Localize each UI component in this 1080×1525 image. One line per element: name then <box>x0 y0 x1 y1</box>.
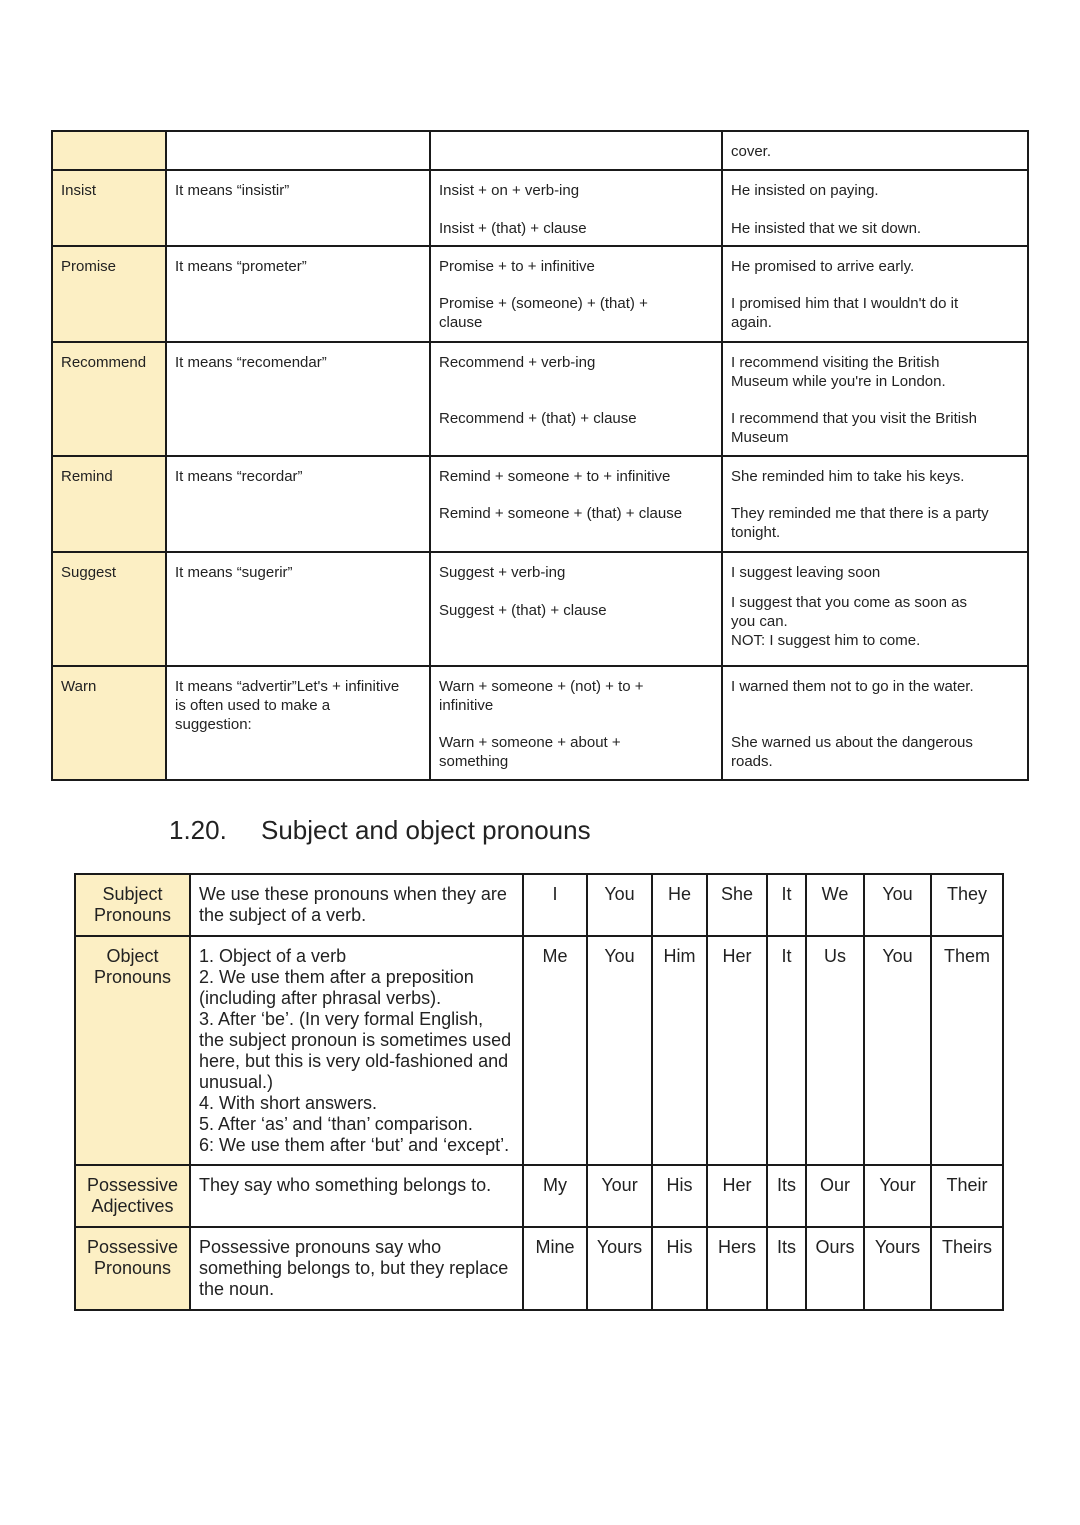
example-text: I recommend that you visit the British <box>731 410 977 427</box>
example-text: cover. <box>731 143 772 160</box>
pronoun-cell: Them <box>931 936 1003 1165</box>
structure-text: Promise + (someone) + (that) + <box>439 295 648 312</box>
row-label <box>75 1165 190 1227</box>
description-line: 2. We use them after a preposition <box>199 967 474 987</box>
description-line: (including after phrasal verbs). <box>199 988 442 1008</box>
meaning-text: It means “advertir”Let's + infinitive <box>175 678 400 695</box>
description-line: here, but this is very old-fashioned and <box>199 1051 509 1071</box>
example-cell <box>722 342 1028 456</box>
description-line: 3. After ‘be’. (In very formal English, <box>199 1009 484 1029</box>
description-line: the subject pronoun is sometimes used <box>199 1030 512 1050</box>
section-number: 1.20. <box>169 815 227 845</box>
structure-cell <box>430 170 722 246</box>
example-text: tonight. <box>731 524 781 541</box>
structure-text: Insist + (that) + clause <box>439 220 587 237</box>
description-line: the subject of a verb. <box>199 905 367 925</box>
row-label-line: Pronouns <box>93 1258 172 1278</box>
pronoun-cell: Her <box>707 936 767 1165</box>
verb-cell <box>52 666 166 780</box>
meaning-text: It means “prometer” <box>175 258 307 275</box>
verb-cell <box>52 131 166 170</box>
example-cell <box>722 170 1028 246</box>
pronoun-cell: Theirs <box>931 1227 1003 1310</box>
pronoun-cell: Hers <box>707 1227 767 1310</box>
pronoun-cell: Their <box>931 1165 1003 1227</box>
row-label <box>75 874 190 936</box>
example-text: They reminded me that there is a party <box>731 505 989 522</box>
verb-name: Insist <box>61 182 97 199</box>
pronoun-cell: You <box>864 874 931 936</box>
description-line: Possessive pronouns say who <box>199 1237 442 1257</box>
pronoun-cell: We <box>806 874 864 936</box>
pronoun-cell: It <box>767 874 806 936</box>
structure-cell <box>430 131 722 170</box>
structure-text: Recommend + verb-ing <box>439 354 596 371</box>
pronoun-cell: Yours <box>864 1227 931 1310</box>
verb-cell <box>52 552 166 666</box>
example-text: She reminded him to take his keys. <box>731 468 965 485</box>
verb-name: Suggest <box>61 564 117 581</box>
description-line: unusual.) <box>199 1072 274 1092</box>
meaning-text: It means “insistir” <box>175 182 290 199</box>
section-title: Subject and object pronouns <box>261 815 591 845</box>
row-description <box>190 1165 523 1227</box>
example-text: Museum <box>731 429 789 446</box>
description-line: the noun. <box>199 1279 275 1299</box>
example-text: He promised to arrive early. <box>731 258 915 275</box>
meaning-text: It means “sugerir” <box>175 564 293 581</box>
row-label <box>75 1227 190 1310</box>
row-label-line: Pronouns <box>93 967 172 987</box>
example-text: He insisted on paying. <box>731 182 879 199</box>
description-line: 5. After ‘as’ and ‘than’ comparison. <box>199 1114 473 1134</box>
meaning-cell <box>166 552 430 666</box>
row-description <box>190 874 523 936</box>
pronoun-cell: She <box>707 874 767 936</box>
description-line: They say who something belongs to. <box>199 1175 492 1195</box>
description-line: 1. Object of a verb <box>199 946 347 966</box>
verb-name: Recommend <box>61 354 147 371</box>
example-text: Museum while you're in London. <box>731 373 946 390</box>
structure-text: Insist + on + verb-ing <box>439 182 580 199</box>
pronoun-cell: Her <box>707 1165 767 1227</box>
meaning-cell <box>166 170 430 246</box>
pronoun-cell: Him <box>652 936 707 1165</box>
row-description <box>190 936 523 1165</box>
example-text: NOT: I suggest him to come. <box>731 632 921 649</box>
description-line: something belongs to, but they replace <box>199 1258 509 1278</box>
structure-text: Warn + someone + about + <box>439 734 621 751</box>
verb-name: Warn <box>61 678 97 695</box>
pronoun-cell: Your <box>587 1165 652 1227</box>
meaning-text: It means “recordar” <box>175 468 303 485</box>
verb-row-suggest <box>52 552 1028 666</box>
structure-text: Remind + someone + (that) + clause <box>439 505 683 522</box>
row-label <box>75 936 190 1165</box>
pronoun-table <box>74 873 1004 1311</box>
example-text: I promised him that I wouldn't do it <box>731 295 959 312</box>
meaning-cell <box>166 666 430 780</box>
structure-text: Suggest + verb-ing <box>439 564 566 581</box>
example-cell <box>722 552 1028 666</box>
verb-name: Promise <box>61 258 117 275</box>
row-label-line: Possessive <box>86 1175 179 1195</box>
pronoun-cell: He <box>652 874 707 936</box>
verb-cell <box>52 246 166 342</box>
example-text: again. <box>731 314 772 331</box>
pronoun-cell: You <box>864 936 931 1165</box>
row-label-line: Pronouns <box>93 905 172 925</box>
pronoun-cell: Ours <box>806 1227 864 1310</box>
example-cell <box>722 131 1028 170</box>
example-text: I suggest leaving soon <box>731 564 881 581</box>
verb-name: Remind <box>61 468 113 485</box>
pronoun-cell: You <box>587 936 652 1165</box>
pronoun-cell: Our <box>806 1165 864 1227</box>
meaning-text: It means “recomendar” <box>175 354 327 371</box>
description-line: 6: We use them after ‘but’ and ‘except’. <box>199 1135 510 1155</box>
verb-cell <box>52 456 166 552</box>
example-cell <box>722 666 1028 780</box>
structure-text: infinitive <box>439 697 494 714</box>
structure-cell <box>430 666 722 780</box>
structure-text: Recommend + (that) + clause <box>439 410 637 427</box>
example-text: She warned us about the dangerous <box>731 734 973 751</box>
example-cell <box>722 456 1028 552</box>
verb-row-promise <box>52 246 1028 342</box>
meaning-cell <box>166 246 430 342</box>
example-text: He insisted that we sit down. <box>731 220 922 237</box>
structure-text: Remind + someone + to + infinitive <box>439 468 671 485</box>
example-text: roads. <box>731 753 773 770</box>
structure-cell <box>430 552 722 666</box>
structure-cell <box>430 246 722 342</box>
structure-cell <box>430 456 722 552</box>
meaning-cell <box>166 342 430 456</box>
row-label-line: Adjectives <box>91 1196 174 1216</box>
example-cell <box>722 246 1028 342</box>
meaning-text: is often used to make a <box>175 697 331 714</box>
example-text: you can. <box>731 613 788 630</box>
row-label-line: Subject <box>102 884 163 904</box>
pronoun-row-subject <box>75 874 1003 936</box>
pronoun-cell: His <box>652 1227 707 1310</box>
meaning-cell <box>166 456 430 552</box>
pronoun-cell: Its <box>767 1227 806 1310</box>
pronoun-cell: Mine <box>523 1227 587 1310</box>
verb-row-warn <box>52 666 1028 780</box>
pronoun-row-possessive-pronouns <box>75 1227 1003 1310</box>
row-label-line: Possessive <box>86 1237 179 1257</box>
pronoun-cell: Yours <box>587 1227 652 1310</box>
example-text: I suggest that you come as soon as <box>731 594 967 611</box>
structure-text: something <box>439 753 509 770</box>
pronoun-cell: My <box>523 1165 587 1227</box>
verb-row-insist <box>52 170 1028 246</box>
description-line: We use these pronouns when they are <box>199 884 507 904</box>
structure-text: clause <box>439 314 483 331</box>
verb-cell <box>52 342 166 456</box>
pronoun-cell: Its <box>767 1165 806 1227</box>
pronoun-row-object <box>75 936 1003 1165</box>
verb-table <box>51 130 1029 781</box>
verb-row-remind <box>52 456 1028 552</box>
row-label-line: Object <box>106 946 159 966</box>
meaning-cell <box>166 131 430 170</box>
example-text: I warned them not to go in the water. <box>731 678 974 695</box>
pronoun-cell: I <box>523 874 587 936</box>
description-line: 4. With short answers. <box>199 1093 378 1113</box>
structure-text: Warn + someone + (not) + to + <box>439 678 644 695</box>
pronoun-cell: It <box>767 936 806 1165</box>
verb-cell <box>52 170 166 246</box>
structure-cell <box>430 342 722 456</box>
verb-row-continuation <box>52 131 1028 170</box>
structure-text: Promise + to + infinitive <box>439 258 595 275</box>
meaning-text: suggestion: <box>175 716 252 733</box>
pronoun-cell: They <box>931 874 1003 936</box>
pronoun-cell: You <box>587 874 652 936</box>
pronoun-cell: Us <box>806 936 864 1165</box>
example-text: I recommend visiting the British <box>731 354 940 371</box>
pronoun-cell: Me <box>523 936 587 1165</box>
pronoun-cell: His <box>652 1165 707 1227</box>
section-heading <box>169 813 591 847</box>
structure-text: Suggest + (that) + clause <box>439 602 607 619</box>
verb-row-recommend <box>52 342 1028 456</box>
row-description <box>190 1227 523 1310</box>
pronoun-cell: Your <box>864 1165 931 1227</box>
pronoun-row-possessive-adjectives <box>75 1165 1003 1227</box>
